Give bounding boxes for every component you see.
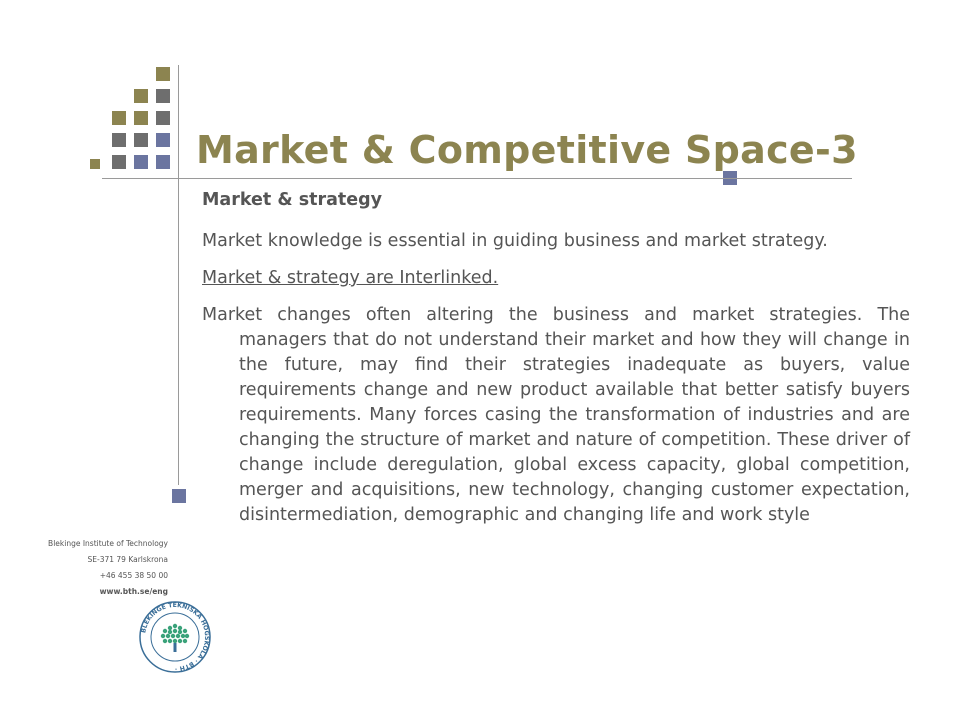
deco-square bbox=[156, 133, 170, 147]
content-heading: Market & strategy bbox=[202, 190, 383, 210]
slide-title: Market & Competitive Space-3 bbox=[196, 128, 858, 172]
slide-content bbox=[202, 188, 910, 540]
deco-square bbox=[134, 155, 148, 169]
horizontal-divider bbox=[102, 178, 852, 179]
deco-square bbox=[156, 67, 170, 81]
deco-square bbox=[156, 155, 170, 169]
deco-square bbox=[156, 89, 170, 103]
deco-square bbox=[134, 133, 148, 147]
bth-tree-logo-icon bbox=[138, 600, 212, 674]
deco-square bbox=[172, 489, 186, 503]
logo-ring-text: BLEKINGE TEKNISKA HÖGSKOLA · BTH · bbox=[140, 601, 211, 673]
deco-square bbox=[112, 133, 126, 147]
deco-square bbox=[112, 111, 126, 125]
vertical-divider bbox=[178, 65, 179, 485]
institution-url[interactable]: www.bth.se/eng bbox=[99, 587, 168, 596]
institution-info bbox=[48, 536, 168, 600]
deco-square bbox=[112, 155, 126, 169]
paragraph-interlinked-wrapper bbox=[202, 266, 910, 291]
paragraph-interlinked: Market & strategy are Interlinked. bbox=[202, 268, 499, 288]
deco-square bbox=[134, 89, 148, 103]
institution-address: SE-371 79 Karlskrona bbox=[87, 555, 168, 564]
paragraph-market-changes: Market changes often altering the business and market strategies. The managers that do not understand their market and how they will change in the future, may find their strategies inadequate as buyers, value requirements change and new product available that better satisfy buyers requirements. Many forces casing the transformation of industries and are changing the structure of market and nature of competition. These driver of change include deregulation, global excess capacity, global competition, merger and acquisitions, new technology, changing customer expectation, disintermediation, demographic and changing life and work style bbox=[202, 305, 910, 525]
paragraph-market-knowledge: Market knowledge is essential in guiding business and market strategy. bbox=[202, 231, 828, 251]
deco-square bbox=[156, 111, 170, 125]
institution-name: Blekinge Institute of Technology bbox=[48, 539, 168, 548]
deco-square bbox=[134, 111, 148, 125]
deco-square bbox=[90, 159, 100, 169]
institution-phone: +46 455 38 50 00 bbox=[99, 571, 168, 580]
